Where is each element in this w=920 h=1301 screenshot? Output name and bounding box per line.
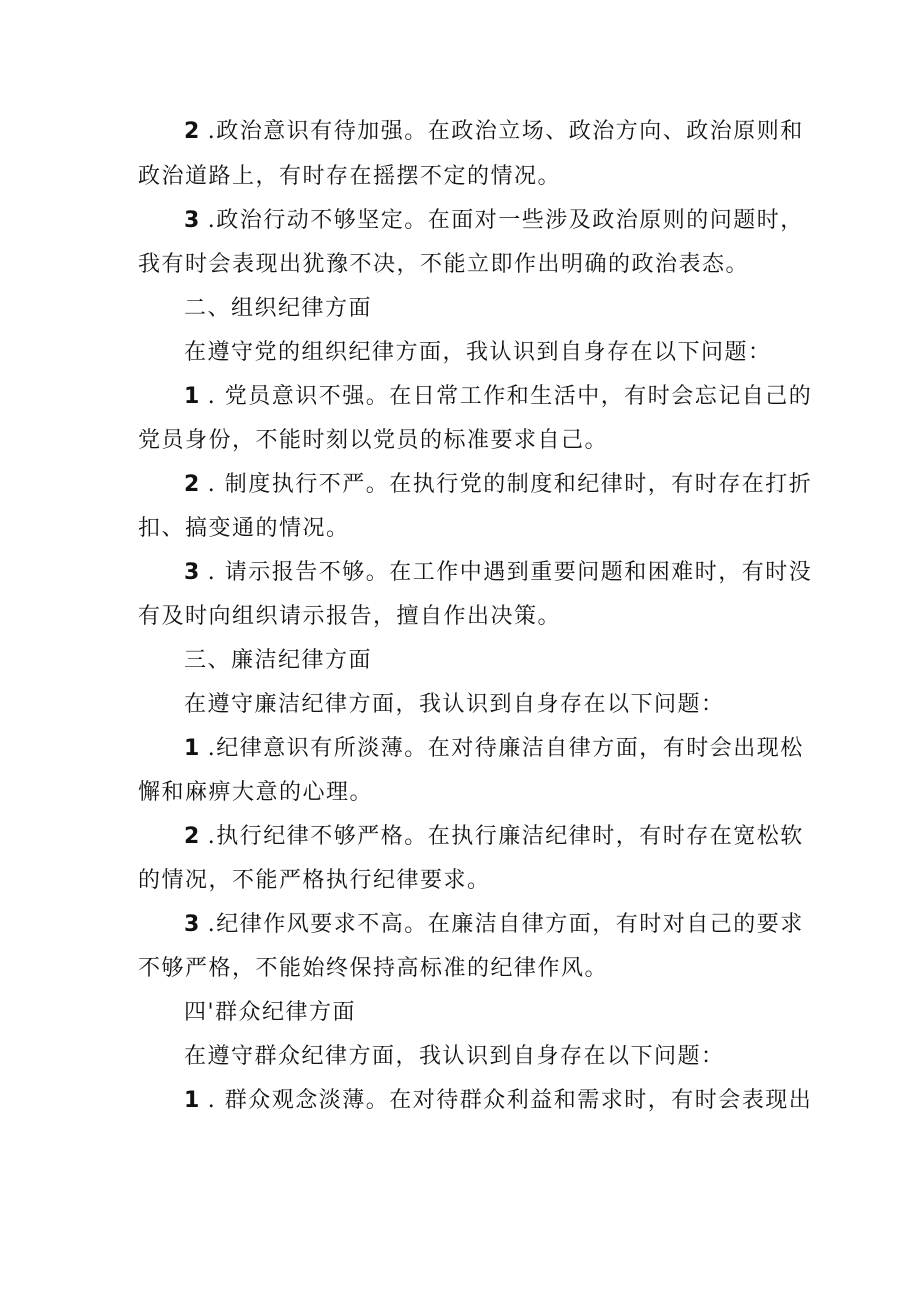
- paragraph-line: [184, 551, 920, 595]
- heading-text: 四'群众纪律方面: [184, 1000, 357, 1025]
- line-text: 政治道路上，有时存在摇摆不定的情况。: [138, 164, 562, 189]
- paragraph-line: [138, 419, 920, 463]
- line-text: 懈和麻痹大意的心理。: [138, 780, 374, 805]
- line-text: 的情况，不能严格执行纪律要求。: [138, 868, 491, 893]
- paragraph-line: [184, 110, 920, 154]
- line-text: 在遵守廉洁纪律方面，我认识到自身存在以下问题：: [184, 692, 725, 717]
- item-number: 2: [184, 824, 200, 849]
- paragraph-line: [138, 859, 920, 903]
- item-number: 3: [184, 560, 200, 585]
- item-number: 3: [184, 912, 200, 937]
- line-text: 我有时会表现出犹豫不决，不能立即作出明确的政治表态。: [138, 252, 750, 277]
- item-number: 2: [184, 472, 200, 497]
- line-text: . 群众观念淡薄。在对待群众利益和需求时，有时会表现出: [199, 1088, 813, 1113]
- line-text: . 请示报告不够。在工作中遇到重要问题和困难时，有时没: [199, 560, 813, 585]
- line-text: .纪律意识有所淡薄。在对待廉洁自律方面，有时会出现松: [199, 736, 804, 761]
- item-number: 1: [184, 384, 200, 409]
- line-text: 在遵守党的组织纪律方面，我认识到自身存在以下问题：: [184, 340, 772, 365]
- paragraph-line: [138, 155, 920, 199]
- line-text: .执行纪律不够严格。在执行廉洁纪律时，有时存在宽松软: [199, 824, 804, 849]
- paragraph-line: [184, 815, 920, 859]
- line-text: 在遵守群众纪律方面，我认识到自身存在以下问题：: [184, 1044, 725, 1069]
- item-number: 3: [184, 208, 200, 233]
- item-number: 2: [184, 119, 200, 144]
- item-number: 1: [184, 736, 200, 761]
- paragraph-line: [138, 595, 920, 639]
- line-text: .政治意识有待加强。在政治立场、政治方向、政治原则和: [199, 119, 804, 144]
- line-text: 有及时向组织请示报告，擅自作出决策。: [138, 604, 562, 629]
- paragraph-line: [184, 1035, 920, 1079]
- paragraph-line: [184, 683, 920, 727]
- paragraph-line: [138, 243, 920, 287]
- line-text: . 党员意识不强。在日常工作和生活中，有时会忘记自己的: [199, 384, 813, 409]
- section-heading: [184, 639, 920, 683]
- paragraph-line: [184, 199, 920, 243]
- paragraph-line: [184, 903, 920, 947]
- paragraph-line: [184, 331, 920, 375]
- heading-text: 三、廉洁纪律方面: [184, 648, 373, 673]
- paragraph-line: [184, 1079, 920, 1123]
- line-text: .政治行动不够坚定。在面对一些涉及政治原则的问题时，: [199, 208, 804, 233]
- line-text: . 制度执行不严。在执行党的制度和纪律时，有时存在打折: [199, 472, 813, 497]
- item-number: 1: [184, 1088, 200, 1113]
- paragraph-line: [138, 947, 920, 991]
- line-text: 党员身份，不能时刻以党员的标准要求自己。: [138, 428, 609, 453]
- section-heading: [184, 991, 920, 1035]
- section-heading: [184, 287, 920, 331]
- paragraph-line: [138, 771, 920, 815]
- line-text: .纪律作风要求不高。在廉洁自律方面，有时对自己的要求: [199, 912, 804, 937]
- paragraph-line: [138, 507, 920, 551]
- line-text: 扣、搞变通的情况。: [138, 516, 350, 541]
- paragraph-line: [184, 727, 920, 771]
- heading-text: 二、组织纪律方面: [184, 296, 373, 321]
- paragraph-line: [184, 375, 920, 419]
- line-text: 不够严格，不能始终保持高标准的纪律作风。: [138, 956, 609, 981]
- paragraph-line: [184, 463, 920, 507]
